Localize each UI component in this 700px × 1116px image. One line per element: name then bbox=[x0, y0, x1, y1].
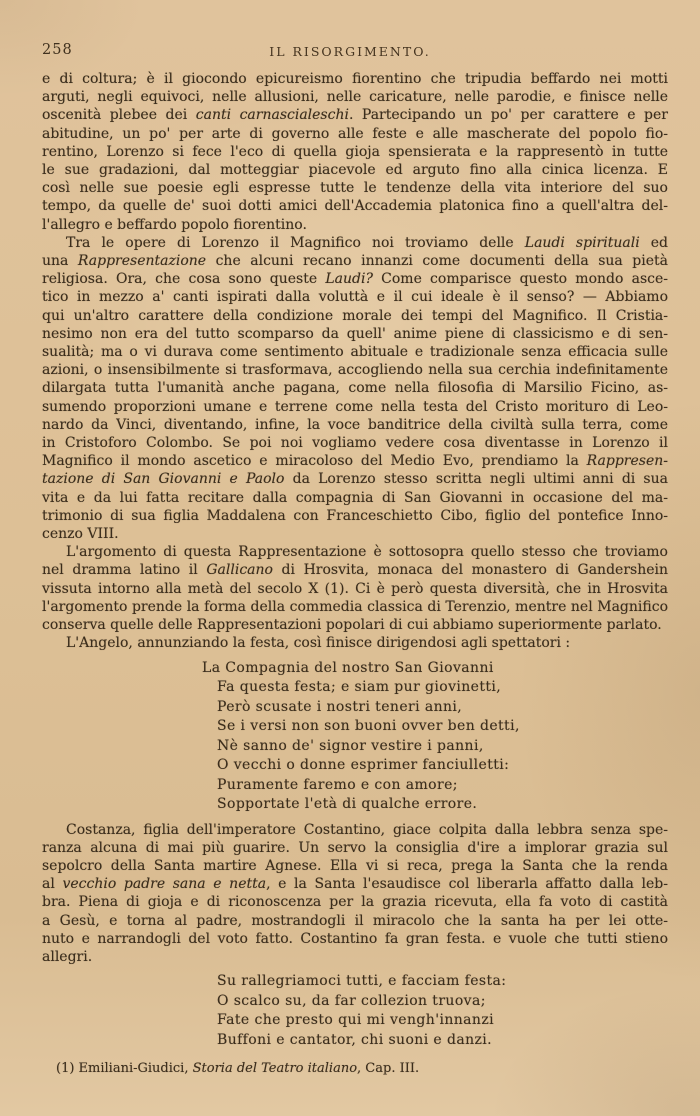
text-line: Però scusate i nostri teneri anni, bbox=[217, 698, 463, 715]
text-line: nuto e narrandogli del voto fatto. Costantino fa gran festa. e vuole che tutti stieno bbox=[42, 930, 668, 947]
text-line: Nè sanno de' signor vestire i panni, bbox=[217, 737, 484, 754]
text-line: (1) Emiliani-Giudici, Storia del Teatro italiano, Cap. III. bbox=[56, 1061, 420, 1077]
text-line: Fa questa festa; e siam pur giovinetti, bbox=[217, 679, 502, 695]
text-line: religiosa. Ora, che cosa sono queste Laudi? Come comparisce questo mondo asce- bbox=[42, 271, 669, 288]
text-line: Su rallegriamoci tutti, e facciam festa: bbox=[217, 973, 507, 990]
text-line: oscenità plebee dei canti carnascialeschi. Partecipando un po' per carattere e per bbox=[42, 107, 668, 124]
text-line: allegri. bbox=[42, 948, 93, 965]
paragraph bbox=[42, 234, 668, 543]
body-text bbox=[42, 70, 668, 1077]
running-title: IL RISORGIMENTO. bbox=[269, 44, 431, 59]
text-line: sualità; ma o vi durava come sentimento abituale e tradizionale senza efficacia sulle bbox=[42, 344, 668, 361]
text-line: sepolcro della Santa martire Agnese. Ella vi si reca, prega la Santa che la renda bbox=[42, 857, 668, 874]
paragraph bbox=[42, 70, 668, 234]
text-line: tazione di San Giovanni e Paolo da Lorenzo stesso scritta negli ultimi anni di sua bbox=[42, 471, 668, 488]
text-line: bra. Piena di gioja e di riconoscenza per la grazia ricevuta, ella fa voto di castità bbox=[42, 894, 668, 911]
text-line: tico in mezzo a' canti ispirati dalla voluttà e il cui ideale è il senso? — Abbiamo bbox=[42, 289, 668, 306]
text-line: O vecchi o donne esprimer fanciulletti: bbox=[217, 757, 510, 773]
text-line: qui un'altro carattere della condizione morale dei tempi del Magnifico. Il Cristia- bbox=[42, 307, 668, 324]
verse-block bbox=[202, 659, 668, 815]
text-line: La Compagnia del nostro San Giovanni bbox=[202, 659, 494, 676]
page-number: 258 bbox=[42, 42, 73, 58]
text-line: azioni, o insensibilmente si trasformava, accogliendo nella sua cerchia indefinitamente bbox=[42, 362, 668, 379]
text-line: abitudine, un po' per arte di governo alle feste e alle mascherate del popolo fio- bbox=[42, 125, 668, 142]
text-line: nesimo non era del tutto scomparso da quell' anime piene di classicismo e di sen- bbox=[42, 325, 668, 342]
text-line: O scalco su, da far collezion truova; bbox=[217, 992, 486, 1009]
text-line: dilargata tutta l'umanità anche pagana, come nella filosofia di Marsilio Ficino, as- bbox=[42, 380, 668, 397]
text-line: Costanza, figlia dell'imperatore Costantino, giace colpita dalla lebbra senza spe- bbox=[66, 821, 668, 838]
paragraph bbox=[42, 543, 668, 634]
text-line: Sopportate l'età di qualche errore. bbox=[217, 796, 478, 812]
text-line: l'argomento prende la forma della commedia classica di Terenzio, mentre nel Magnifico bbox=[42, 598, 668, 615]
text-line: vissuta intorno alla metà del secolo X (1). Ci è però questa diversità, che in Hrosvita bbox=[42, 580, 668, 597]
text-line: sumendo proporzioni umane e terrene come nella testa del Cristo morituro di Leo- bbox=[42, 398, 668, 415]
text-line: L'argomento di questa Rappresentazione è sottosopra quello stesso che troviamo bbox=[66, 544, 668, 561]
text-line: tempo, da quelle de' suoi dotti amici dell'Accademia platonica fino a quell'altra del- bbox=[42, 198, 668, 215]
text-line: a Gesù, e torna al padre, mostrandogli il miracolo che la santa ha per lei otte- bbox=[42, 912, 668, 929]
text-line: una Rappresentazione che alcuni recano innanzi come documenti della sua pietà bbox=[42, 253, 668, 270]
text-line: arguti, negli equivoci, nelle allusioni, nelle caricature, nelle parodie, e finisce nelle bbox=[42, 89, 668, 106]
verse-block bbox=[202, 972, 668, 1050]
text-line: Magnifico il mondo ascetico e miracoloso del Medio Evo, prendiamo la Rappresen- bbox=[42, 453, 668, 470]
text-line: conserva quelle delle Rappresentazioni popolari di cui abbiamo superiormente parlato. bbox=[42, 617, 662, 634]
text-line: Fate che presto qui mi vengh'innanzi bbox=[217, 1012, 494, 1029]
paragraph bbox=[42, 634, 668, 652]
text-line: L'Angelo, annunziando la festa, così finisce dirigendosi agli spettatori : bbox=[66, 635, 571, 652]
text-line: al vecchio padre sana e netta, e la Santa l'esaudisce col liberarla affatto dalla leb- bbox=[42, 876, 668, 893]
footnote-block bbox=[42, 1060, 668, 1077]
text-line: cenzo VIII. bbox=[42, 526, 119, 543]
text-line: Se i versi non son buoni ovver ben detti, bbox=[217, 718, 520, 734]
text-line: vita e da lui fatta recitare dalla compagnia di San Giovanni in occasione del ma- bbox=[42, 489, 668, 506]
text-line: Tra le opere di Lorenzo il Magnifico noi troviamo delle Laudi spirituali ed bbox=[66, 234, 669, 251]
text-line: così nelle sue poesie egli espresse tutte le tendenze della vita interiore del suo bbox=[42, 180, 668, 197]
text-line: l'allegro e beffardo popolo fiorentino. bbox=[42, 216, 307, 233]
text-line: le sue gradazioni, dal motteggiar piacevole ed arguto fino alla cinica licenza. E bbox=[42, 162, 668, 179]
text-line: rentino, Lorenzo si fece l'eco di quella gioja spensierata e la rappresentò in tutte bbox=[42, 143, 668, 160]
text-line: nardo da Vinci, diventando, infine, la voce banditrice della civiltà sulla terra, come bbox=[42, 416, 668, 433]
text-line: Puramente faremo e con amore; bbox=[217, 776, 458, 793]
text-line: trimonio di sua figlia Maddalena con Franceschietto Cibo, figlio del pontefice Inno- bbox=[42, 507, 668, 524]
text-line: ranza alcuna di mai più guarire. Un servo la consiglia d'ire a implorar grazia sul bbox=[42, 839, 668, 856]
text-line: e di coltura; è il giocondo epicureismo fiorentino che tripudia beffardo nei motti bbox=[42, 71, 668, 87]
text-line: Buffoni e cantator, chi suoni e danzi. bbox=[217, 1031, 492, 1048]
text-line: in Cristoforo Colombo. Se poi noi vogliamo vedere cosa diventasse in Lorenzo il bbox=[42, 435, 668, 452]
text-line: nel dramma latino il Gallicano di Hrosvita, monaca del monastero di Gandershein bbox=[42, 562, 668, 579]
paragraph bbox=[42, 821, 668, 967]
